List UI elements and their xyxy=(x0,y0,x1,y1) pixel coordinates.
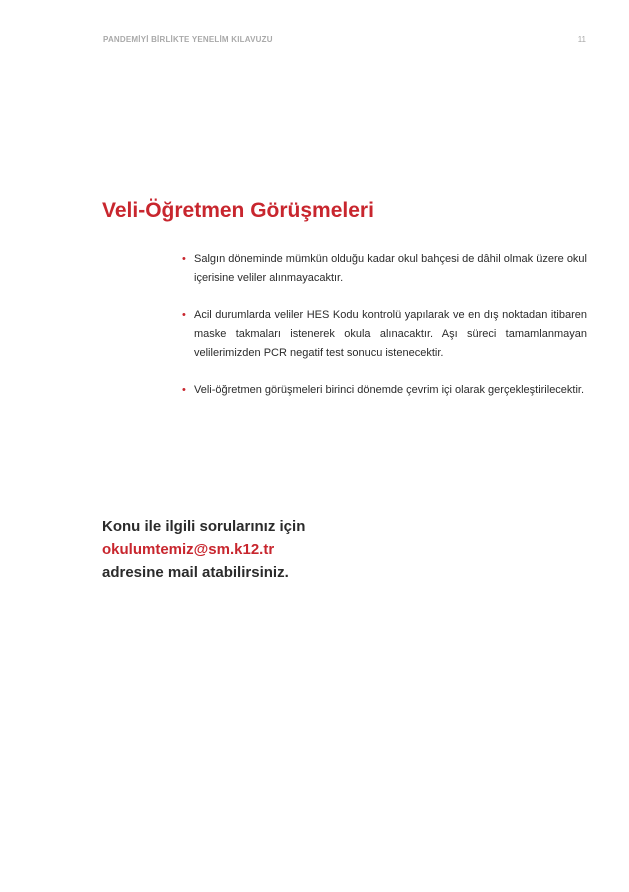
contact-block xyxy=(102,515,305,584)
bullet-icon: • xyxy=(182,309,186,321)
bullet-text: Salgın döneminde mümkün olduğu kadar okul bahçesi de dâhil olmak üzere okul içerisine veliler alınmayacaktır. xyxy=(194,253,587,284)
bullet-list xyxy=(182,250,587,400)
page-number: 11 xyxy=(577,35,586,44)
running-header-title: PANDEMİYİ BİRLİKTE YENELİM KILAVUZU xyxy=(103,35,273,44)
bullet-text: Acil durumlarda veliler HES Kodu kontrolü yapılarak ve en dış noktadan itibaren maske takmaları istenerek okula alınacaktır. Aşı süreci tamamlanmayan velilerimizden PCR negatif test sonucu istenecektir. xyxy=(194,309,587,359)
bullet-icon: • xyxy=(182,384,186,396)
list-item xyxy=(182,381,587,400)
contact-line-outro: adresine mail atabilirsiniz. xyxy=(102,564,289,581)
list-item xyxy=(182,250,587,288)
bullet-icon: • xyxy=(182,253,186,265)
bullet-text: Veli-öğretmen görüşmeleri birinci dönemde çevrim içi olarak gerçekleştirilecektir. xyxy=(194,384,585,396)
contact-line-intro: Konu ile ilgili sorularınız için xyxy=(102,518,306,535)
contact-email-link[interactable]: okulumtemiz@sm.k12.tr xyxy=(102,541,275,558)
section-title: Veli-Öğretmen Görüşmeleri xyxy=(102,199,374,222)
list-item xyxy=(182,306,587,363)
